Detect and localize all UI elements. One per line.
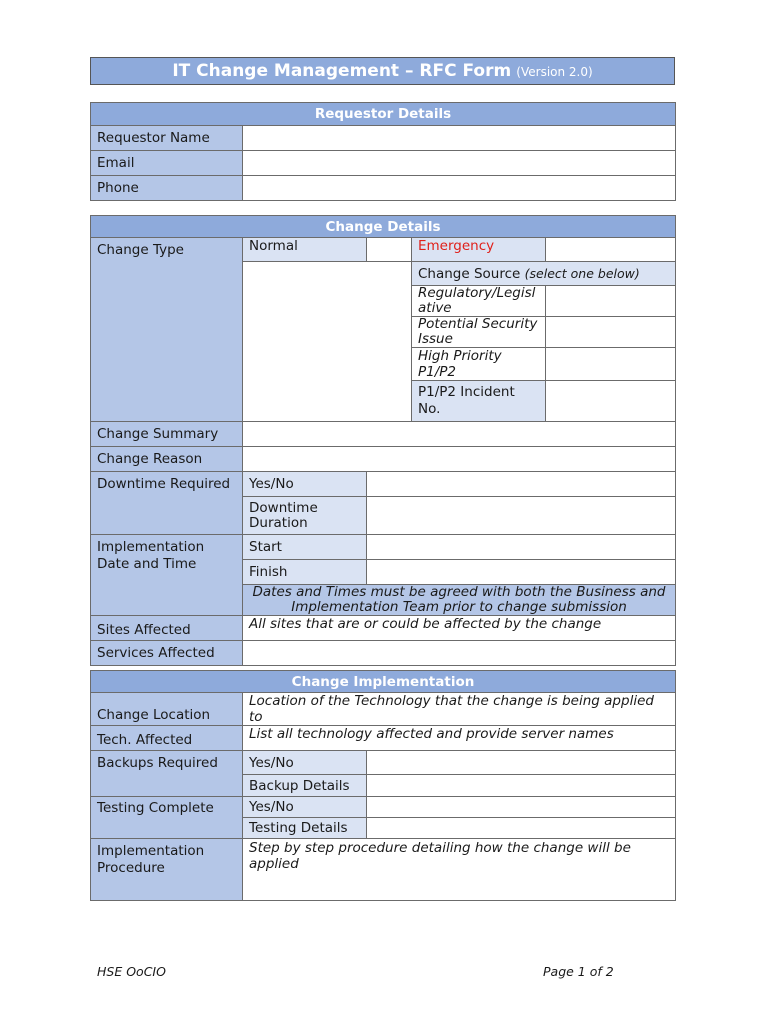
- email-label: Email: [91, 151, 243, 176]
- phone-field[interactable]: [243, 176, 676, 201]
- start-field[interactable]: [367, 535, 676, 560]
- change-type-label: Change Type: [91, 238, 243, 422]
- change-implementation-table: [90, 670, 676, 901]
- incident-number-field[interactable]: [546, 381, 676, 422]
- testing-details-field[interactable]: [367, 818, 676, 839]
- normal-option-label: Normal: [243, 238, 367, 262]
- sites-affected-label: Sites Affected: [91, 616, 243, 641]
- change-source-text: Change Source: [418, 265, 521, 282]
- downtime-yesno-label: Yes/No: [243, 472, 367, 497]
- form-title-main: IT Change Management – RFC Form: [172, 61, 512, 81]
- source-high-priority-checkbox[interactable]: [546, 348, 676, 381]
- change-source-label: [412, 262, 676, 286]
- testing-complete-label: Testing Complete: [91, 797, 243, 839]
- requestor-name-label: Requestor Name: [91, 126, 243, 151]
- normal-option-checkbox[interactable]: [367, 238, 412, 262]
- change-implementation-header: Change Implementation: [91, 671, 676, 693]
- change-source-hint: (select one below): [524, 265, 640, 281]
- testing-details-label: Testing Details: [243, 818, 367, 839]
- change-summary-label: Change Summary: [91, 422, 243, 447]
- requestor-details-table: [90, 102, 676, 201]
- emergency-option-label: Emergency: [412, 238, 546, 262]
- change-location-label: Change Location: [91, 693, 243, 726]
- backup-details-label: Backup Details: [243, 775, 367, 797]
- backups-required-label: Backups Required: [91, 751, 243, 797]
- change-details-header: Change Details: [91, 216, 676, 238]
- incident-number-label: P1/P2 Incident No.: [412, 381, 546, 422]
- change-reason-field[interactable]: [243, 447, 676, 472]
- phone-label: Phone: [91, 176, 243, 201]
- sites-affected-field[interactable]: All sites that are or could be affected by the change: [243, 616, 676, 641]
- email-field[interactable]: [243, 151, 676, 176]
- requestor-name-field[interactable]: [243, 126, 676, 151]
- implementation-procedure-label: Implementation Procedure: [91, 839, 243, 901]
- form-version: (Version 2.0): [516, 65, 593, 79]
- services-affected-label: Services Affected: [91, 641, 243, 666]
- footer-page-number: Page 1 of 2: [543, 964, 614, 979]
- tech-affected-label: Tech. Affected: [91, 726, 243, 751]
- services-affected-field[interactable]: [243, 641, 676, 666]
- testing-yesno-field[interactable]: [367, 797, 676, 818]
- finish-label: Finish: [243, 560, 367, 585]
- dates-note: Dates and Times must be agreed with both the Business and Implementation Team prior to change submission: [243, 585, 676, 616]
- downtime-required-label: Downtime Required: [91, 472, 243, 535]
- backup-details-field[interactable]: [367, 775, 676, 797]
- footer-organization: HSE OoCIO: [97, 964, 166, 979]
- change-type-blank-area: [243, 262, 412, 422]
- change-summary-field[interactable]: [243, 422, 676, 447]
- source-security-label: Potential Security Issue: [412, 317, 546, 348]
- tech-affected-field[interactable]: List all technology affected and provide server names: [243, 726, 676, 751]
- change-details-table: [90, 215, 676, 666]
- source-security-checkbox[interactable]: [546, 317, 676, 348]
- testing-yesno-label: Yes/No: [243, 797, 367, 818]
- finish-field[interactable]: [367, 560, 676, 585]
- source-regulatory-label: Regulatory/Legislative: [412, 286, 546, 317]
- form-title: [90, 57, 675, 85]
- requestor-details-header: Requestor Details: [91, 103, 676, 126]
- change-reason-label: Change Reason: [91, 447, 243, 472]
- backups-yesno-field[interactable]: [367, 751, 676, 775]
- emergency-option-checkbox[interactable]: [546, 238, 676, 262]
- start-label: Start: [243, 535, 367, 560]
- downtime-duration-label: Downtime Duration: [243, 497, 367, 535]
- downtime-duration-field[interactable]: [367, 497, 676, 535]
- change-location-field[interactable]: Location of the Technology that the change is being applied to: [243, 693, 676, 726]
- downtime-yesno-field[interactable]: [367, 472, 676, 497]
- source-regulatory-checkbox[interactable]: [546, 286, 676, 317]
- implementation-date-label: Implementation Date and Time: [91, 535, 243, 616]
- implementation-procedure-field[interactable]: Step by step procedure detailing how the change will be applied: [243, 839, 676, 901]
- backups-yesno-label: Yes/No: [243, 751, 367, 775]
- source-high-priority-label: High Priority P1/P2: [412, 348, 546, 381]
